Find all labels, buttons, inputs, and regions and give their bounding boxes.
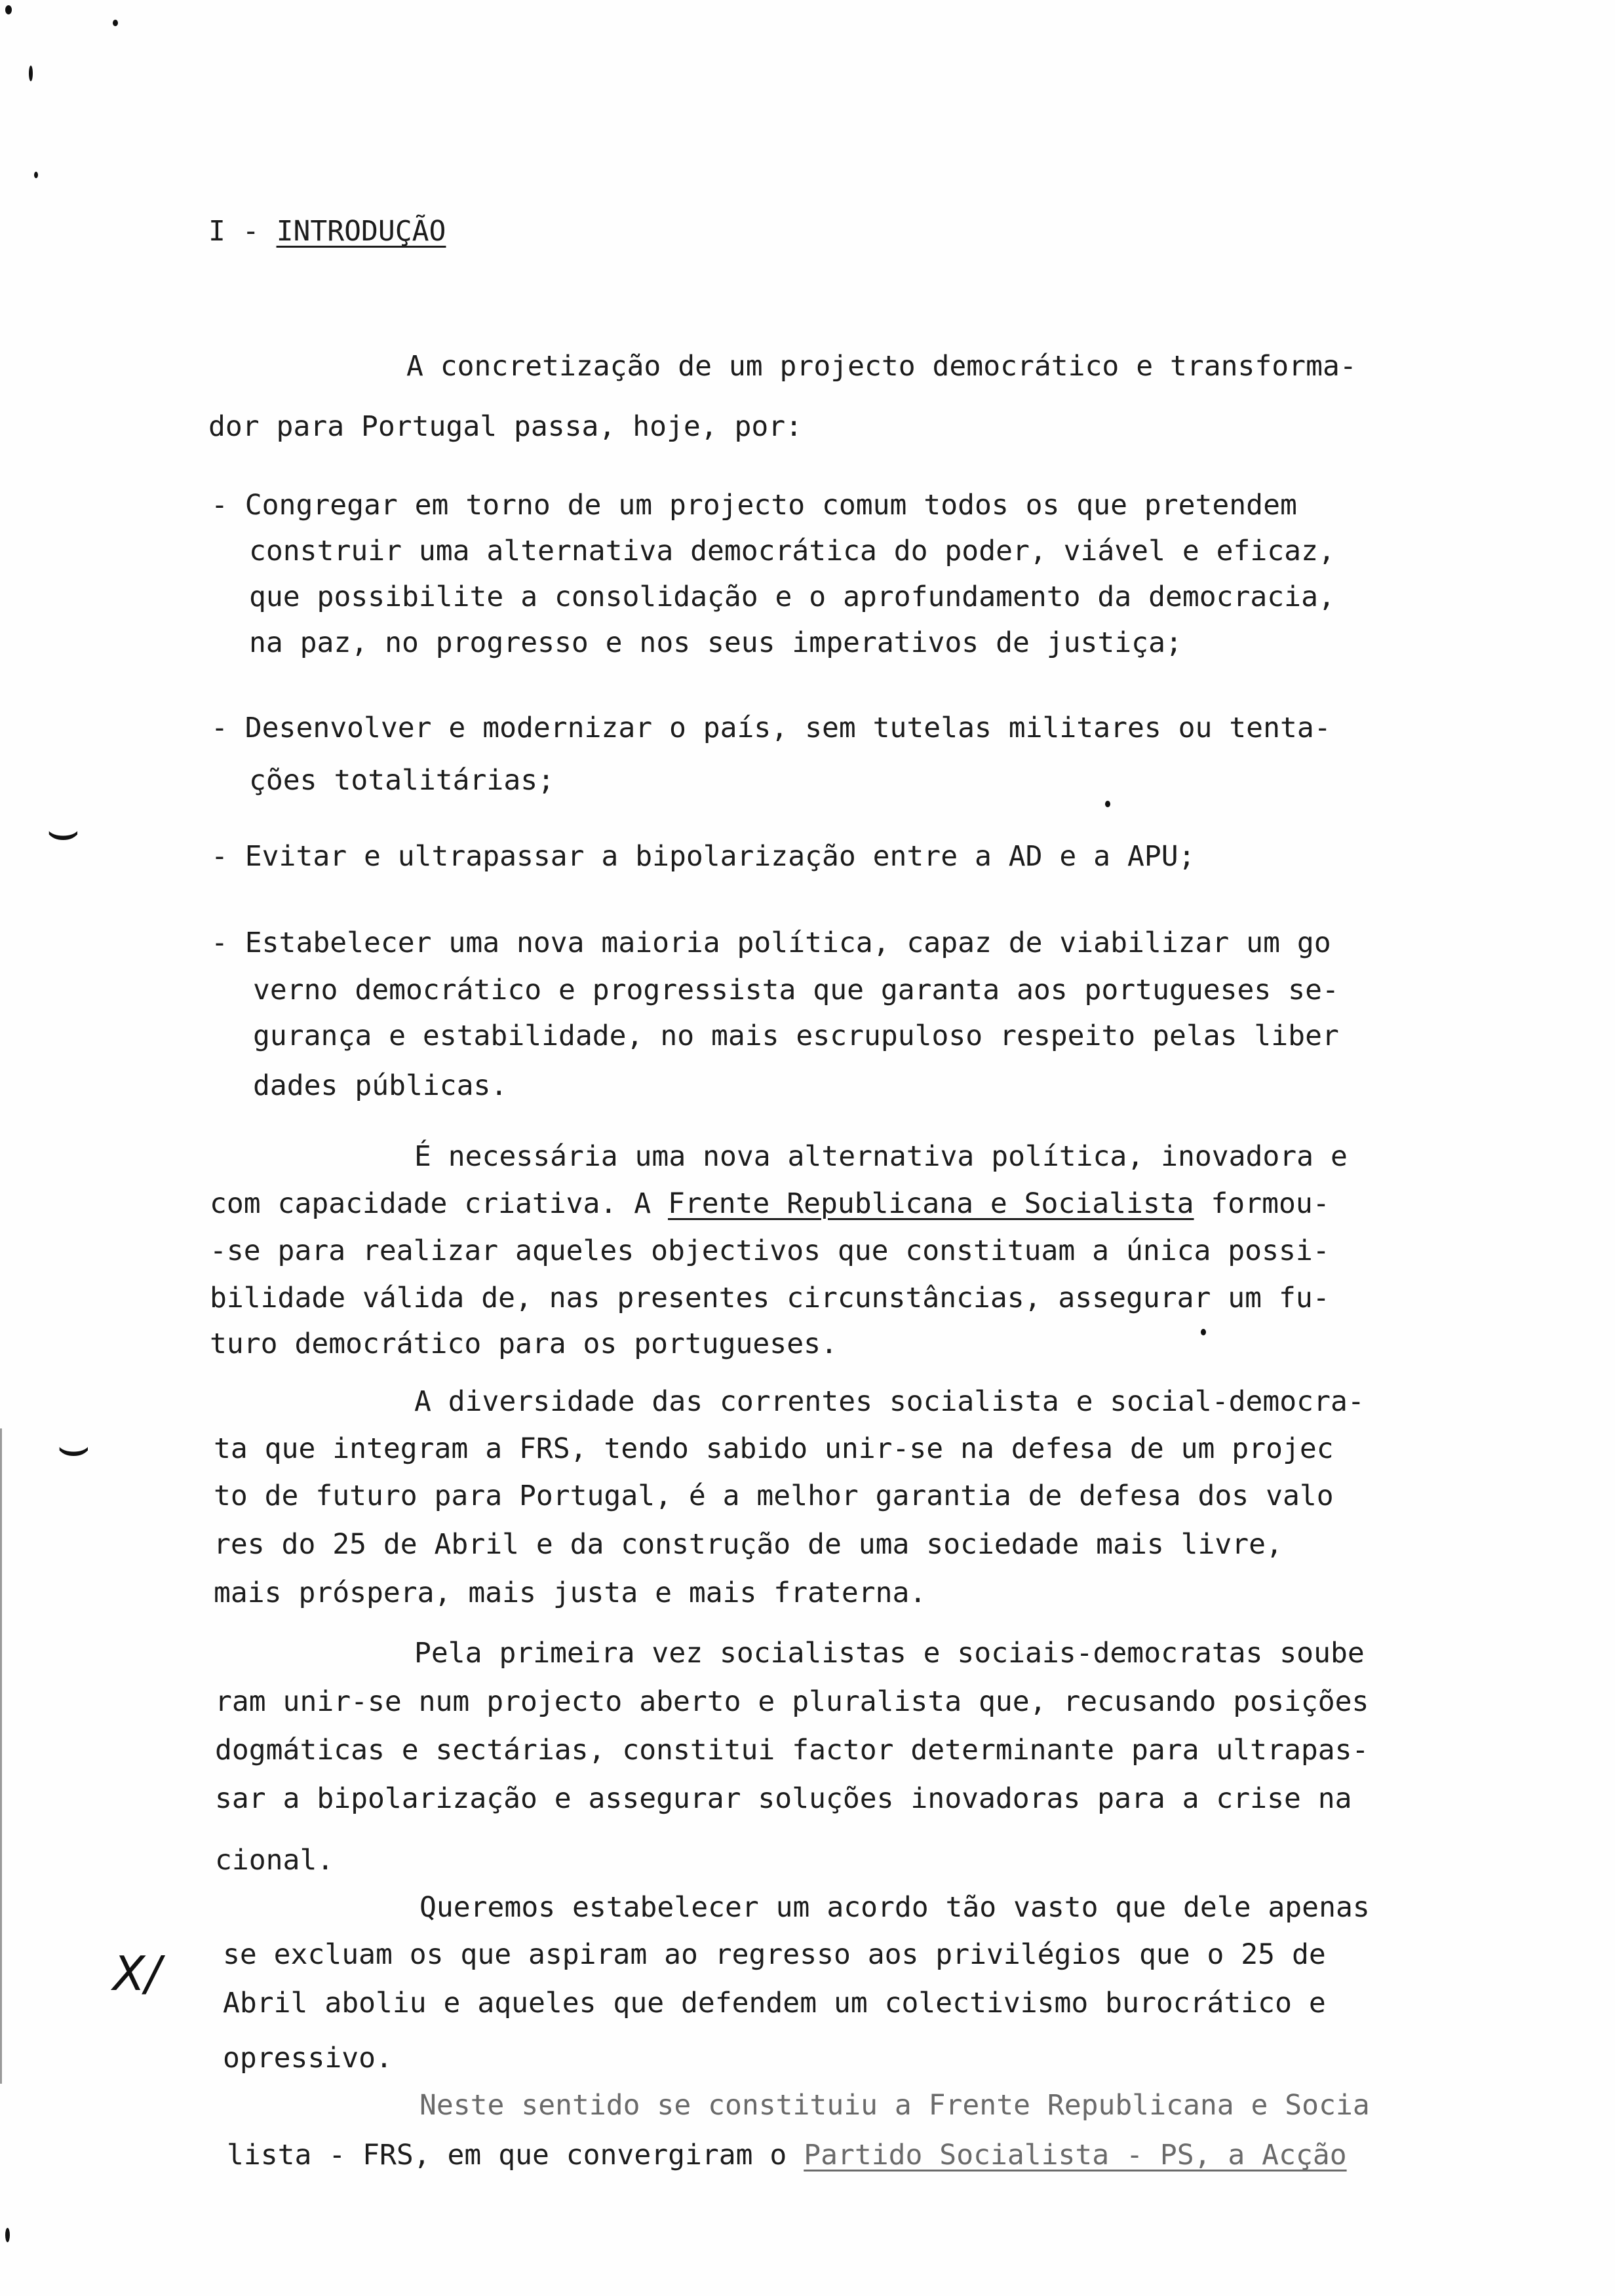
section-number: I -: [208, 215, 260, 248]
bullet-line: verno democrático e progressista que garanta aos portugueses se-: [253, 974, 1339, 1006]
paragraph-line: res do 25 de Abril e da construção de uma sociedade mais livre,: [214, 1528, 1283, 1561]
bullet-line: - Congregar em torno de um projecto comum todos os que pretendem: [211, 489, 1297, 522]
paragraph-line: mais próspera, mais justa e mais fraterna.: [214, 1577, 927, 1609]
party-name-underlined: Frente Republicana e Socialista: [667, 1187, 1194, 1220]
bullet-line: - Evitar e ultrapassar a bipolarização entre a AD e a APU;: [211, 840, 1196, 873]
text-run: formou-: [1194, 1187, 1330, 1220]
section-heading: [208, 215, 446, 248]
paragraph-line: ta que integram a FRS, tendo sabido unir-se na defesa de um projec: [214, 1432, 1334, 1465]
scan-speck: [29, 66, 33, 81]
paragraph-line: A diversidade das correntes socialista e social-democra-: [414, 1385, 1365, 1418]
party-name-underlined: Partido Socialista - PS, a Acção: [804, 2139, 1347, 2172]
paragraph-line: bilidade válida de, nas presentes circunstâncias, assegurar um fu-: [210, 1282, 1330, 1314]
handwritten-cross-mark: X/: [113, 1946, 161, 2001]
paragraph-line: sar a bipolarização e assegurar soluções inovadoras para a crise na: [215, 1782, 1352, 1815]
paragraph-line: Pela primeira vez socialistas e sociais-democratas soube: [414, 1637, 1365, 1670]
paragraph-line: cional.: [215, 1844, 334, 1877]
paragraph-line: se excluam os que aspiram ao regresso aos privilégios que o 25 de: [223, 1938, 1326, 1971]
scan-speck: [5, 2228, 10, 2242]
bullet-line: dades públicas.: [253, 1069, 508, 1102]
scan-edge-line: [0, 1428, 2, 2084]
paragraph-line: -se para realizar aqueles objectivos que constituam a única possi-: [210, 1234, 1330, 1267]
handwritten-check-mark: ⌣: [56, 1415, 91, 1476]
paragraph-line: A concretização de um projecto democrático e transforma-: [406, 350, 1357, 383]
paragraph-line: [210, 1187, 1330, 1220]
scan-speck: [1105, 801, 1110, 807]
bullet-line: - Estabelecer uma nova maioria política, capaz de viabilizar um go: [211, 927, 1331, 959]
scan-speck: [113, 20, 118, 26]
paragraph-line: dor para Portugal passa, hoje, por:: [208, 410, 803, 443]
bullet-line: construir uma alternativa democrática do poder, viável e eficaz,: [249, 535, 1335, 567]
scan-speck: [34, 172, 38, 178]
text-run: com capacidade criativa. A: [210, 1187, 668, 1220]
bullet-line: - Desenvolver e modernizar o país, sem tutelas militares ou tenta-: [211, 712, 1331, 744]
paragraph-line: opressivo.: [223, 2042, 393, 2075]
bullet-line: ções totalitárias;: [249, 764, 555, 797]
handwritten-check-mark: ⌣: [46, 799, 81, 860]
paragraph-line: to de futuro para Portugal, é a melhor garantia de defesa dos valo: [214, 1480, 1334, 1512]
scan-speck: [1201, 1329, 1206, 1335]
text-run: lista - FRS, em que convergiram o: [227, 2139, 804, 2172]
bullet-line: gurança e estabilidade, no mais escrupuloso respeito pelas liber: [253, 1020, 1339, 1052]
scan-speck: [5, 5, 12, 14]
paragraph-line: turo democrático para os portugueses.: [210, 1328, 838, 1360]
paragraph-line: Abril aboliu e aqueles que defendem um colectivismo burocrático e: [223, 1987, 1326, 2019]
paragraph-line: [227, 2141, 1347, 2170]
paragraph-line: Queremos estabelecer um acordo tão vasto que dele apenas: [419, 1891, 1370, 1924]
bullet-line: que possibilite a consolidação e o aprofundamento da democracia,: [249, 581, 1335, 613]
paragraph-line: Neste sentido se constituiu a Frente Republicana e Socia: [419, 2089, 1370, 2122]
section-title: INTRODUÇÃO: [276, 215, 446, 248]
bullet-line: na paz, no progresso e nos seus imperativos de justiça;: [249, 626, 1182, 659]
paragraph-line: É necessária uma nova alternativa política, inovadora e: [414, 1140, 1348, 1173]
paragraph-line: dogmáticas e sectárias, constitui factor determinante para ultrapas-: [215, 1734, 1369, 1767]
paragraph-line: ram unir-se num projecto aberto e pluralista que, recusando posições: [215, 1685, 1369, 1718]
